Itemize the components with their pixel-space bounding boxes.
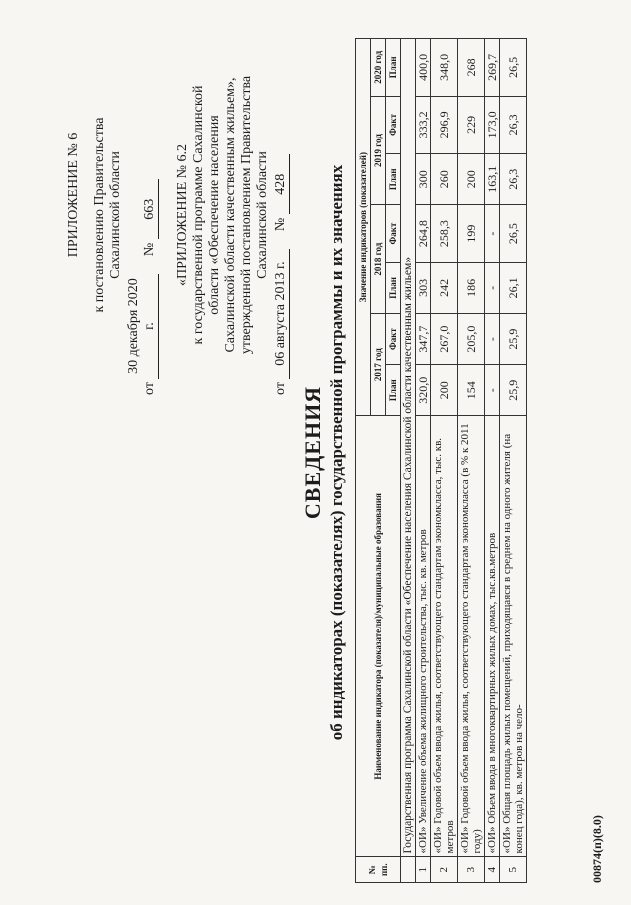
plan-header: План (386, 39, 401, 97)
appendix-title: ПРИЛОЖЕНИЕ № 6 (66, 132, 81, 258)
indicator-value: 258,3 (431, 205, 458, 263)
indicator-value: 400,0 (416, 39, 431, 97)
indicator-value: 300 (416, 154, 431, 205)
indicator-value: 25,9 (500, 365, 527, 416)
table-header-row (356, 39, 371, 883)
indicator-name: «ОИ» Объем ввода в многоквартирных жилых домах, тыс.кв.метров (485, 416, 500, 857)
indicator-value: 26,3 (500, 154, 527, 205)
col-num-header: № пп. (356, 857, 401, 883)
base-appendix-line: области «Обеспечение населения (207, 115, 222, 315)
row-number: 2 (431, 857, 458, 883)
row-number: 5 (500, 857, 527, 883)
indicator-name: «ОИ» Увеличение объема жилищного строительства, тыс. кв. метров (416, 416, 431, 857)
row-number: 3 (458, 857, 485, 883)
indicators-table (355, 38, 527, 883)
indicator-value: 173,0 (485, 96, 500, 154)
indicator-value: 200 (458, 154, 485, 205)
indicator-value: - (485, 205, 500, 263)
fact-header: Факт (386, 313, 401, 364)
indicator-value: 199 (458, 205, 485, 263)
appendix-date-line: от 30 декабря 2020 г. № 663 (126, 35, 159, 395)
base-appendix-number: 428 (273, 154, 290, 214)
indicator-value: 347,7 (416, 313, 431, 364)
indicator-name: «ОИ» Общая площадь жилых помещений, приходящаяся в среднем на одного жителя (на конец года), кв. метров на чело- (500, 416, 527, 857)
indicator-value: 26,1 (500, 262, 527, 313)
table-row (485, 39, 500, 883)
indicator-name: «ОИ» Годовой объем ввода жилья, соответствующего стандартам экономкласса (в % к 2011 году) (458, 416, 485, 857)
year-header: 2020 год (371, 39, 386, 97)
fact-header: Факт (386, 205, 401, 263)
base-appendix-line: Сахалинской области (255, 151, 270, 279)
base-appendix-line: утвержденной постановлением Правительства (239, 75, 254, 355)
fact-header: Факт (386, 96, 401, 154)
year-header: 2017 год (371, 313, 386, 415)
indicator-value: 26,3 (500, 96, 527, 154)
row-number: 4 (485, 857, 500, 883)
indicator-value: 264,8 (416, 205, 431, 263)
base-appendix-date-line: от 06 августа 2013 г. № 428 (273, 35, 290, 395)
plan-header: План (386, 262, 401, 313)
year-header: 2018 год (371, 205, 386, 314)
plan-header: План (386, 365, 401, 416)
indicator-name: «ОИ» Годовой объем ввода жилья, соответствующего стандартам экономкласса, тыс. кв. метров (431, 416, 458, 857)
table-row (458, 39, 485, 883)
indicator-value: 205,0 (458, 313, 485, 364)
indicator-value: 333,2 (416, 96, 431, 154)
table-row (500, 39, 527, 883)
indicator-value: 154 (458, 365, 485, 416)
col-values-header: Значение индикаторов (показателей) (356, 39, 371, 416)
program-name: Государственная программа Сахалинской области «Обеспечение населения Сахалинской области качественным жильем» (401, 39, 416, 857)
program-row (401, 39, 416, 883)
plan-header: План (386, 154, 401, 205)
base-appendix-title: «ПРИЛОЖЕНИЕ № 6.2 (175, 144, 190, 286)
indicator-value: 320,0 (416, 365, 431, 416)
indicator-value: 296,9 (431, 96, 458, 154)
row-number: 1 (416, 857, 431, 883)
base-appendix-line: к государственной программе Сахалинской (191, 85, 206, 345)
appendix-number: 663 (142, 179, 159, 239)
indicator-value: 163,1 (485, 154, 500, 205)
indicator-value: - (485, 262, 500, 313)
indicator-value: 348,0 (431, 39, 458, 97)
indicator-value: 26,5 (500, 39, 527, 97)
indicator-value: 186 (458, 262, 485, 313)
indicator-value: 25,9 (500, 313, 527, 364)
indicator-value: 26,5 (500, 205, 527, 263)
base-appendix-date: 06 августа 2013 г. (273, 249, 290, 379)
appendix-line: Сахалинской области (108, 151, 123, 279)
table-row (416, 39, 431, 883)
indicator-value: 268 (458, 39, 485, 97)
indicator-value: 269,7 (485, 39, 500, 97)
year-header: 2019 год (371, 96, 386, 205)
indicator-value: 267,0 (431, 313, 458, 364)
indicator-value: 229 (458, 96, 485, 154)
indicator-value: 303 (416, 262, 431, 313)
indicator-value: 242 (431, 262, 458, 313)
base-appendix-line: Сахалинской области качественным жильем», (223, 77, 238, 353)
appendix-date: 30 декабря 2020 г. (126, 274, 159, 379)
table-row (431, 39, 458, 883)
title-block (300, 40, 347, 865)
indicator-value: 260 (431, 154, 458, 205)
document-title: СВЕДЕНИЯ (300, 385, 325, 520)
col-name-header: Наименование индикатора (показателя)/муниципальные образования (356, 416, 401, 857)
indicator-value: - (485, 313, 500, 364)
appendix-block (66, 35, 290, 395)
document-subtitle: об индикаторах (показателях) государственной программы и их значениях (327, 164, 346, 741)
appendix-line: к постановлению Правительства (92, 117, 107, 313)
document-code: 00874(п)(8.0) (590, 815, 604, 883)
indicator-value: 200 (431, 365, 458, 416)
indicator-value: - (485, 365, 500, 416)
